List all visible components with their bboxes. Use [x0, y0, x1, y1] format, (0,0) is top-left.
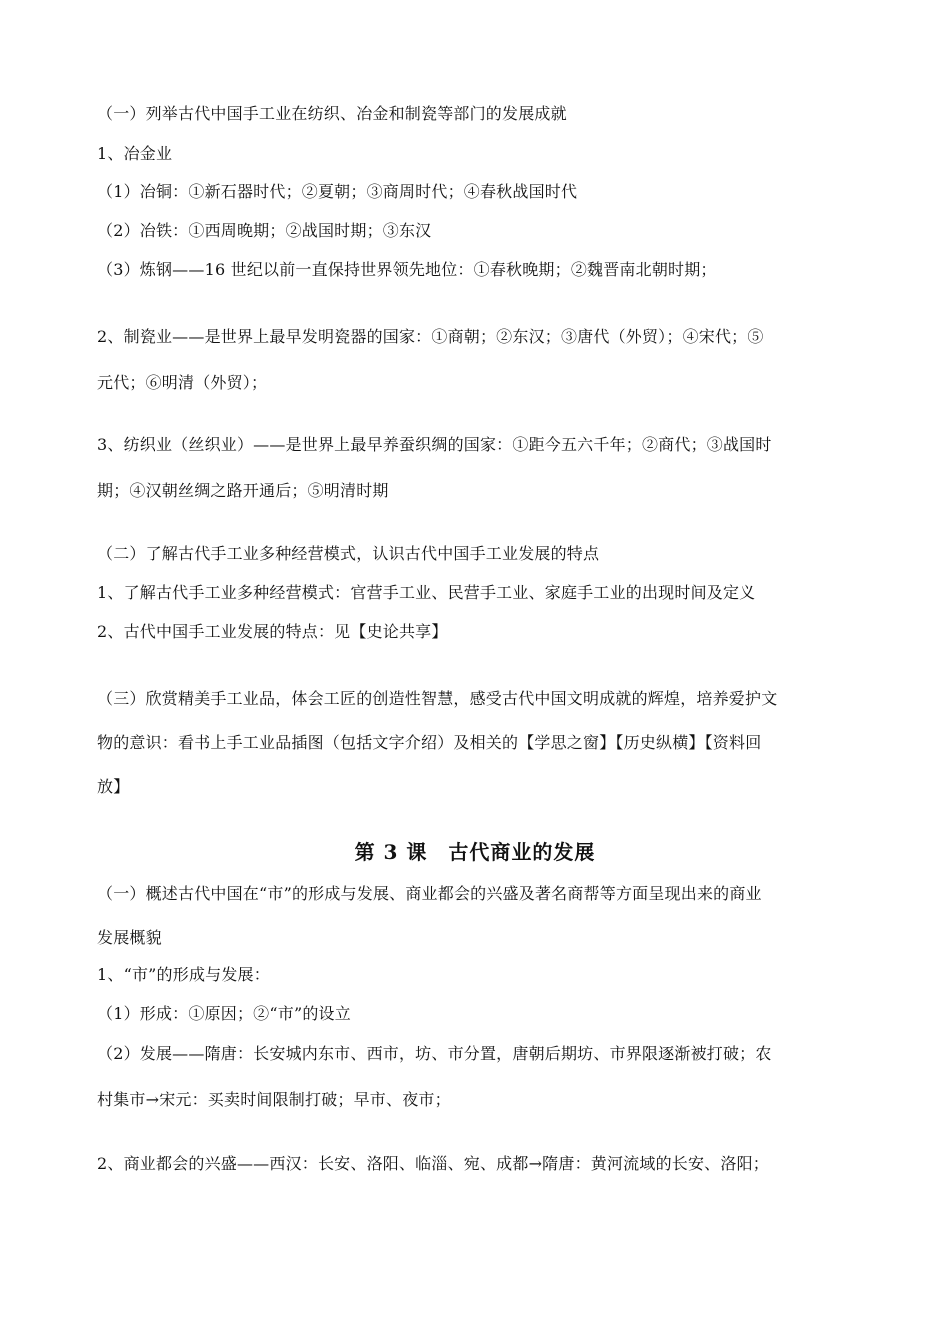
- item-business-modes: 1、了解古代手工业多种经营模式：官营手工业、民营手工业、家庭手工业的出现时间及定义: [97, 583, 756, 602]
- section-heading-3-line2: 物的意识：看书上手工业品插图（包括文字介绍）及相关的【学思之窗】【历史纵横】【资料回: [97, 733, 762, 752]
- lesson3-heading-1-line1: （一）概述古代中国在“市”的形成与发展、商业都会的兴盛及著名商帮等方面呈现出来的商业: [97, 884, 762, 903]
- item-textile-line2: 期；④汉朝丝绸之路开通后；⑤明清时期: [97, 481, 389, 500]
- item-textile-line1: 3、纺织业（丝织业）——是世界上最早养蚕织绸的国家：①距今五六千年；②商代；③战国时: [97, 435, 772, 454]
- item-market-development-line2: 村集市→宋元：买卖时间限制打破；早市、夜市；: [97, 1090, 451, 1109]
- item-market-formation: 1、“市”的形成与发展：: [97, 965, 270, 984]
- item-metallurgy: 1、冶金业: [97, 144, 173, 163]
- item-iron: （2）冶铁：①西周晚期；②战国时期；③东汉: [97, 221, 432, 240]
- item-porcelain-line1: 2、制瓷业——是世界上最早发明瓷器的国家：①商朝；②东汉；③唐代（外贸）；④宋代；⑤: [97, 327, 764, 346]
- section-heading-1: （一）列举古代中国手工业在纺织、冶金和制瓷等部门的发展成就: [97, 104, 567, 123]
- item-porcelain-line2: 元代；⑥明清（外贸）；: [97, 373, 268, 392]
- section-heading-3-line3: 放】: [97, 777, 130, 796]
- section-heading-2: （二）了解古代手工业多种经营模式，认识古代中国手工业发展的特点: [97, 544, 600, 563]
- section-heading-3-line1: （三）欣赏精美手工业品，体会工匠的创造性智慧，感受古代中国文明成就的辉煌，培养爱护文: [97, 689, 778, 708]
- item-market-development-line1: （2）发展——隋唐：长安城内东市、西市，坊、市分置，唐朝后期坊、市界限逐渐被打破；农: [97, 1044, 772, 1063]
- lesson3-heading-1-line2: 发展概貌: [97, 928, 162, 947]
- item-copper: （1）冶铜：①新石器时代；②夏朝；③商周时代；④春秋战国时代: [97, 182, 578, 201]
- item-steel: （3）炼钢——16 世纪以前一直保持世界领先地位：①春秋晚期；②魏晋南北朝时期；: [97, 260, 717, 279]
- item-commercial-cities: 2、商业都会的兴盛——西汉：长安、洛阳、临淄、宛、成都→隋唐：黄河流域的长安、洛阳；: [97, 1154, 769, 1173]
- item-market-origin: （1）形成：①原因；②“市”的设立: [97, 1004, 351, 1023]
- item-features: 2、古代中国手工业发展的特点：见【史论共享】: [97, 622, 448, 641]
- lesson-title: 第 3 课 古代商业的发展: [354, 840, 596, 864]
